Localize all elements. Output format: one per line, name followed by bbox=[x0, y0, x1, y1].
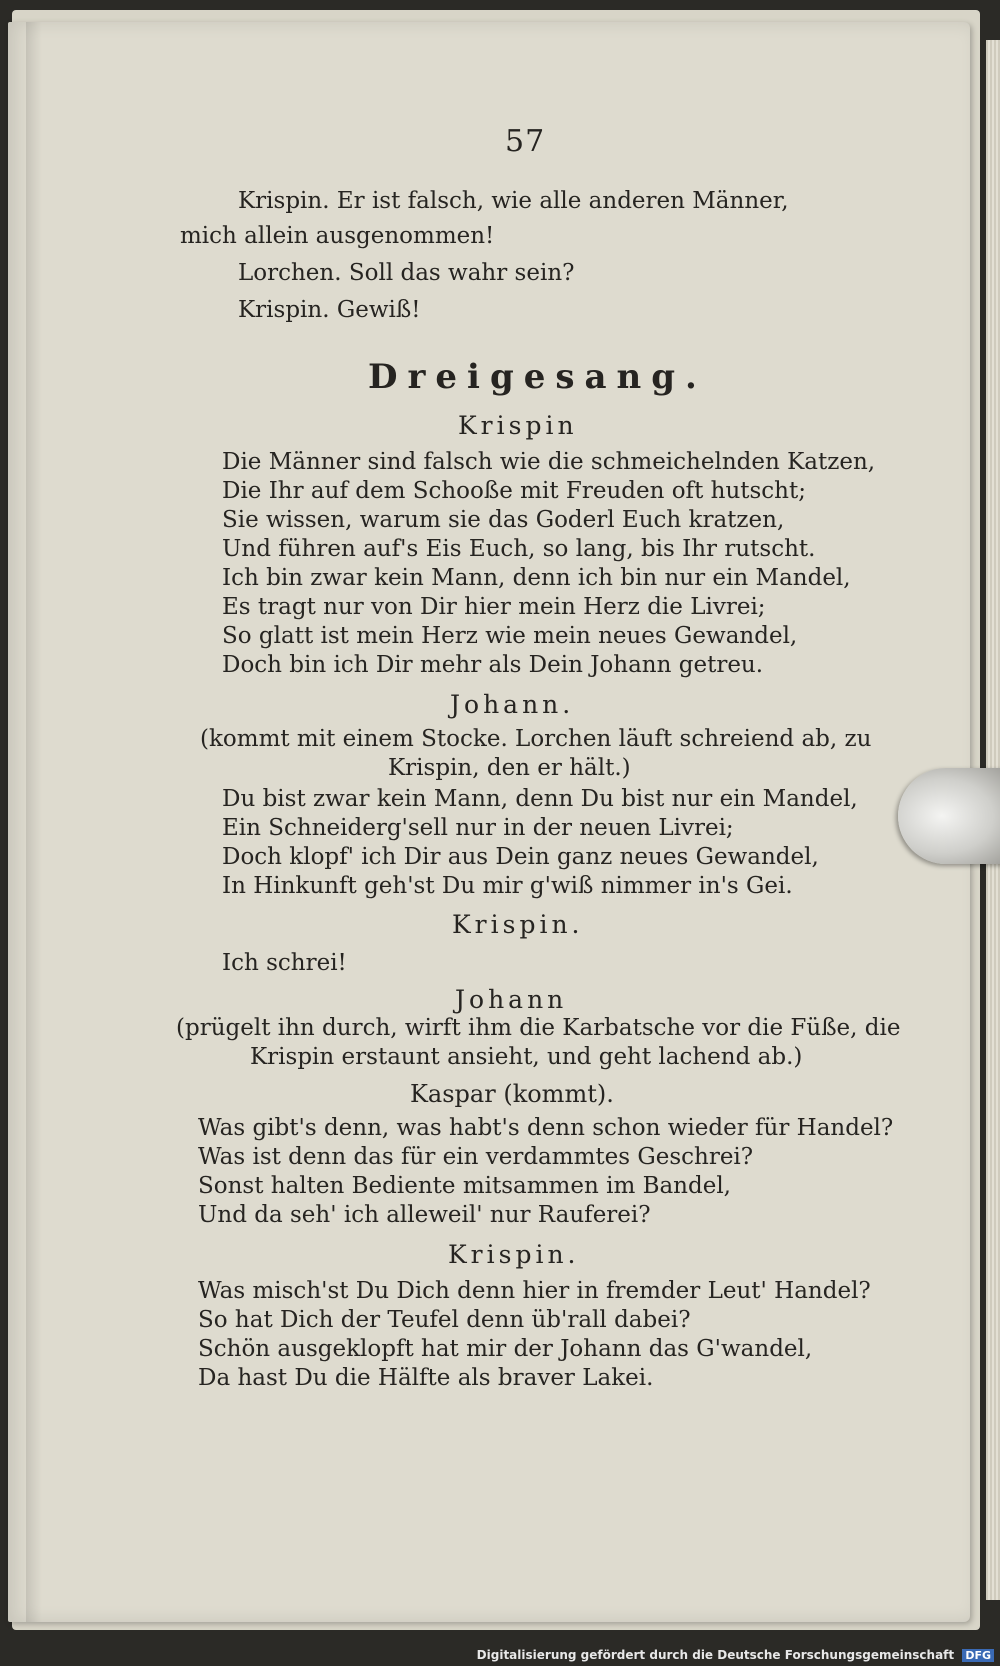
verse-line: Was gibt's denn, was habt's denn schon wieder für Handel? bbox=[198, 1115, 894, 1141]
text-line: Krispin. Gewiß! bbox=[238, 297, 421, 323]
verse-line: So hat Dich der Teufel denn üb'rall dabei? bbox=[198, 1307, 691, 1333]
verse-line: Sonst halten Bediente mitsammen im Bandel, bbox=[198, 1173, 731, 1199]
page-gutter-shadow bbox=[26, 22, 42, 1622]
verse-line: In Hinkunft geh'st Du mir g'wiß nimmer in's Gei. bbox=[222, 873, 793, 899]
verse-line: Die Ihr auf dem Schooße mit Freuden oft hutscht; bbox=[222, 478, 806, 504]
dfg-logo: DFG bbox=[962, 1649, 994, 1662]
verse-line: So glatt ist mein Herz wie mein neues Gewandel, bbox=[222, 623, 798, 649]
stage-direction: Krispin, den er hält.) bbox=[388, 755, 631, 781]
section-heading: Dreigesang. bbox=[368, 357, 707, 397]
footer-text: Digitalisierung gefördert durch die Deutsche Forschungsgemeinschaft bbox=[476, 1648, 955, 1662]
verse-line: Ich bin zwar kein Mann, denn ich bin nur ein Mandel, bbox=[222, 565, 851, 591]
speaker-name: Johann. bbox=[450, 690, 575, 719]
verse-line: Es tragt nur von Dir hier mein Herz die Livrei; bbox=[222, 594, 766, 620]
verse-line: Die Männer sind falsch wie die schmeichelnden Katzen, bbox=[222, 449, 876, 475]
verse-line: Schön ausgeklopft hat mir der Johann das G'wandel, bbox=[198, 1336, 813, 1362]
stage-direction: (kommt mit einem Stocke. Lorchen läuft schreiend ab, zu bbox=[200, 726, 872, 752]
verse-line: Sie wissen, warum sie das Goderl Euch kratzen, bbox=[222, 507, 785, 533]
verse-line: Und da seh' ich alleweil' nur Rauferei? bbox=[198, 1202, 651, 1228]
verse-line: Doch bin ich Dir mehr als Dein Johann getreu. bbox=[222, 652, 764, 678]
verse-line: Was ist denn das für ein verdammtes Geschrei? bbox=[198, 1144, 754, 1170]
page-number: 57 bbox=[505, 124, 546, 159]
text-line: Krispin. Er ist falsch, wie alle anderen Männer, bbox=[238, 188, 789, 214]
speaker-name: Krispin. bbox=[448, 1240, 580, 1269]
verse-line: Doch klopf' ich Dir aus Dein ganz neues Gewandel, bbox=[222, 844, 819, 870]
verse-line: Ich schrei! bbox=[222, 950, 347, 976]
verse-line: Du bist zwar kein Mann, denn Du bist nur ein Mandel, bbox=[222, 786, 858, 812]
verse-line: Ein Schneiderg'sell nur in der neuen Livrei; bbox=[222, 815, 734, 841]
text-line: mich allein ausgenommen! bbox=[180, 223, 495, 249]
speaker-name: Krispin. bbox=[452, 910, 584, 939]
speaker-name: Johann bbox=[455, 985, 568, 1014]
verse-line: Und führen auf's Eis Euch, so lang, bis Ihr rutscht. bbox=[222, 536, 816, 562]
stage-direction: (prügelt ihn durch, wirft ihm die Karbatsche vor die Füße, die bbox=[176, 1015, 901, 1041]
speaker-name: Kaspar (kommt). bbox=[410, 1080, 614, 1108]
funding-footer bbox=[477, 1648, 994, 1662]
verse-line: Da hast Du die Hälfte als braver Lakei. bbox=[198, 1365, 654, 1391]
stage-direction: Krispin erstaunt ansieht, und geht lachend ab.) bbox=[250, 1044, 803, 1070]
clip-holder bbox=[898, 768, 1000, 864]
text-line: Lorchen. Soll das wahr sein? bbox=[238, 260, 575, 286]
verse-line: Was misch'st Du Dich denn hier in fremder Leut' Handel? bbox=[198, 1278, 871, 1304]
speaker-name: Krispin bbox=[458, 411, 578, 440]
